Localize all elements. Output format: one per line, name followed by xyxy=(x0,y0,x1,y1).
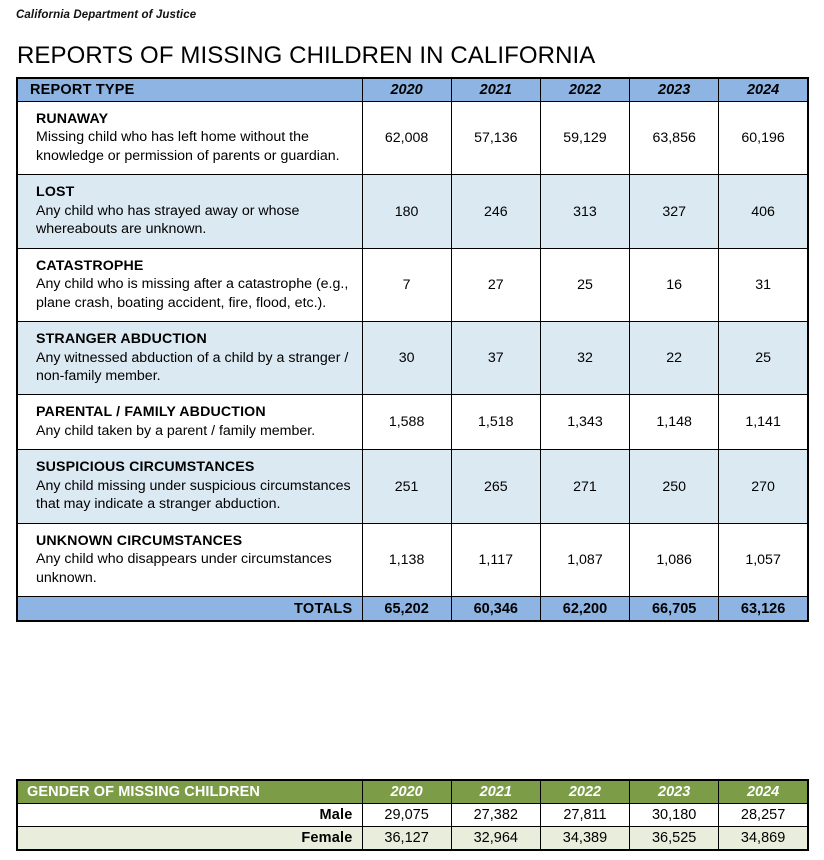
female-value-2021: 32,964 xyxy=(451,827,540,851)
value-2020: 1,138 xyxy=(362,523,451,596)
column-header-2022: 2022 xyxy=(540,78,629,102)
table-row xyxy=(17,248,808,321)
table-row xyxy=(17,523,808,596)
female-value-2022: 34,389 xyxy=(540,827,629,851)
value-2022: 271 xyxy=(540,450,629,523)
value-2020: 30 xyxy=(362,322,451,395)
report-type-cell xyxy=(17,395,362,450)
gender-table-header-row xyxy=(17,780,808,804)
male-value-2020: 29,075 xyxy=(362,804,451,827)
value-2024: 270 xyxy=(719,450,808,523)
male-value-2023: 30,180 xyxy=(630,804,719,827)
value-2021: 1,117 xyxy=(451,523,540,596)
female-value-2024: 34,869 xyxy=(719,827,808,851)
report-type-name: RUNAWAY xyxy=(36,111,109,127)
column-header-2021: 2021 xyxy=(451,78,540,102)
gender-label-female: Female xyxy=(17,827,362,851)
male-value-2021: 27,382 xyxy=(451,804,540,827)
column-header-2023: 2023 xyxy=(630,78,719,102)
table-row xyxy=(17,395,808,450)
report-type-name: PARENTAL / FAMILY ABDUCTION xyxy=(36,404,266,421)
gender-row-female xyxy=(17,827,808,851)
page-title: REPORTS OF MISSING CHILDREN IN CALIFORNIA xyxy=(17,42,596,69)
report-type-description: Missing child who has left home without the knowledge or permission of parents or guardian. xyxy=(36,129,340,164)
value-2024: 1,141 xyxy=(719,395,808,450)
value-2020: 251 xyxy=(362,450,451,523)
totals-value-2020: 65,202 xyxy=(362,597,451,622)
report-type-cell xyxy=(17,175,362,248)
value-2021: 27 xyxy=(451,248,540,321)
report-type-name: STRANGER ABDUCTION xyxy=(36,331,207,348)
table-row xyxy=(17,450,808,523)
value-2021: 1,518 xyxy=(451,395,540,450)
column-header-2024: 2024 xyxy=(719,78,808,102)
value-2020: 180 xyxy=(362,175,451,248)
agency-line: California Department of Justice xyxy=(16,9,197,21)
value-2023: 1,086 xyxy=(630,523,719,596)
value-2022: 32 xyxy=(540,322,629,395)
female-value-2023: 36,525 xyxy=(630,827,719,851)
report-type-cell xyxy=(17,102,362,175)
value-2020: 62,008 xyxy=(362,102,451,175)
totals-value-2024: 63,126 xyxy=(719,597,808,622)
value-2022: 25 xyxy=(540,248,629,321)
report-type-cell xyxy=(17,248,362,321)
gender-column-header-2023: 2023 xyxy=(630,780,719,804)
gender-column-header-2020: 2020 xyxy=(362,780,451,804)
male-value-2024: 28,257 xyxy=(719,804,808,827)
table-row xyxy=(17,175,808,248)
value-2023: 250 xyxy=(630,450,719,523)
value-2024: 1,057 xyxy=(719,523,808,596)
value-2020: 7 xyxy=(362,248,451,321)
totals-value-2022: 62,200 xyxy=(540,597,629,622)
gender-column-header-2022: 2022 xyxy=(540,780,629,804)
female-value-2020: 36,127 xyxy=(362,827,451,851)
gender-column-header-2024: 2024 xyxy=(719,780,808,804)
totals-label: TOTALS xyxy=(17,597,362,622)
table-row xyxy=(17,322,808,395)
value-2021: 265 xyxy=(451,450,540,523)
gender-of-missing-children-table xyxy=(16,779,809,851)
totals-row xyxy=(17,597,808,622)
value-2023: 22 xyxy=(630,322,719,395)
value-2020: 1,588 xyxy=(362,395,451,450)
gender-table-title: GENDER OF MISSING CHILDREN xyxy=(17,780,362,804)
report-type-cell xyxy=(17,523,362,596)
value-2023: 1,148 xyxy=(630,395,719,450)
male-value-2022: 27,811 xyxy=(540,804,629,827)
report-type-description: Any witnessed abduction of a child by a stranger / non-family member. xyxy=(36,349,349,384)
report-type-name: UNKNOWN CIRCUMSTANCES xyxy=(36,532,243,549)
table-row xyxy=(17,102,808,175)
report-type-description: Any child missing under suspicious circumstances that may indicate a stranger abduction. xyxy=(36,477,351,513)
value-2024: 31 xyxy=(719,248,808,321)
report-type-description: Any child taken by a parent / family member. xyxy=(36,422,316,439)
value-2024: 406 xyxy=(719,175,808,248)
table-header-row xyxy=(17,78,808,102)
value-2022: 59,129 xyxy=(540,102,629,175)
value-2021: 37 xyxy=(451,322,540,395)
value-2022: 313 xyxy=(540,175,629,248)
value-2023: 63,856 xyxy=(630,102,719,175)
column-header-report-type: REPORT TYPE xyxy=(17,78,362,102)
value-2023: 16 xyxy=(630,248,719,321)
value-2023: 327 xyxy=(630,175,719,248)
report-type-description: Any child who disappears under circumstances unknown. xyxy=(36,551,332,586)
value-2022: 1,343 xyxy=(540,395,629,450)
value-2021: 57,136 xyxy=(451,102,540,175)
report-type-cell xyxy=(17,322,362,395)
value-2021: 246 xyxy=(451,175,540,248)
report-type-description: Any child who is missing after a catastrophe (e.g., plane crash, boating accident, fire, flood, etc.). xyxy=(36,276,349,311)
report-type-cell xyxy=(17,450,362,523)
report-type-name: SUSPICIOUS CIRCUMSTANCES xyxy=(36,459,255,476)
totals-value-2023: 66,705 xyxy=(630,597,719,622)
gender-column-header-2021: 2021 xyxy=(451,780,540,804)
report-type-name: CATASTROPHE xyxy=(36,257,144,274)
column-header-2020: 2020 xyxy=(362,78,451,102)
gender-label-male: Male xyxy=(17,804,362,827)
value-2022: 1,087 xyxy=(540,523,629,596)
gender-row-male xyxy=(17,804,808,827)
value-2024: 25 xyxy=(719,322,808,395)
value-2024: 60,196 xyxy=(719,102,808,175)
totals-value-2021: 60,346 xyxy=(451,597,540,622)
report-type-name: LOST xyxy=(36,184,75,201)
report-type-description: Any child who has strayed away or whose whereabouts are unknown. xyxy=(36,202,300,238)
reports-of-missing-children-table xyxy=(16,77,809,622)
